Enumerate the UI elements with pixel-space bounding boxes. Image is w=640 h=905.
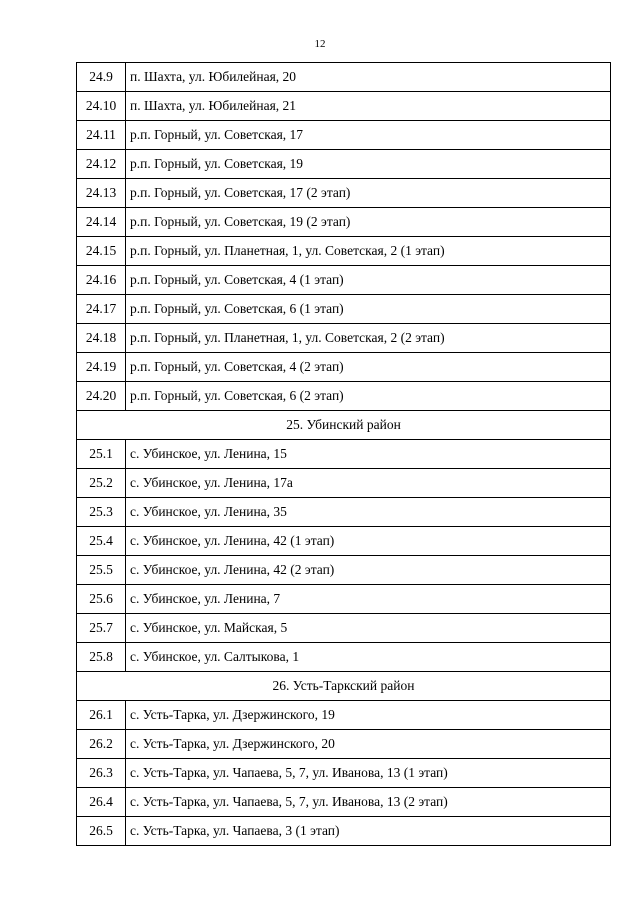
row-address: р.п. Горный, ул. Советская, 19 (2 этап) bbox=[126, 208, 611, 237]
section-title: 26. Усть-Таркский район bbox=[77, 672, 611, 701]
table-row bbox=[77, 469, 611, 498]
table-row bbox=[77, 150, 611, 179]
row-address: п. Шахта, ул. Юбилейная, 20 bbox=[126, 63, 611, 92]
row-address: р.п. Горный, ул. Советская, 6 (2 этап) bbox=[126, 382, 611, 411]
row-number: 25.3 bbox=[77, 498, 126, 527]
row-number: 26.3 bbox=[77, 759, 126, 788]
row-number: 24.18 bbox=[77, 324, 126, 353]
row-address: с. Убинское, ул. Ленина, 35 bbox=[126, 498, 611, 527]
row-address: с. Убинское, ул. Ленина, 7 bbox=[126, 585, 611, 614]
table-row bbox=[77, 63, 611, 92]
row-number: 24.9 bbox=[77, 63, 126, 92]
row-address: с. Убинское, ул. Салтыкова, 1 bbox=[126, 643, 611, 672]
table-row bbox=[77, 585, 611, 614]
table-row bbox=[77, 759, 611, 788]
row-number: 24.17 bbox=[77, 295, 126, 324]
row-address: с. Усть-Тарка, ул. Чапаева, 5, 7, ул. Иванова, 13 (1 этап) bbox=[126, 759, 611, 788]
row-address: п. Шахта, ул. Юбилейная, 21 bbox=[126, 92, 611, 121]
row-number: 25.8 bbox=[77, 643, 126, 672]
table-row bbox=[77, 179, 611, 208]
address-table bbox=[76, 62, 611, 846]
row-number: 24.14 bbox=[77, 208, 126, 237]
row-number: 26.2 bbox=[77, 730, 126, 759]
row-number: 24.20 bbox=[77, 382, 126, 411]
section-header-row bbox=[77, 672, 611, 701]
table-row bbox=[77, 643, 611, 672]
table-row bbox=[77, 556, 611, 585]
row-number: 24.15 bbox=[77, 237, 126, 266]
row-number: 25.7 bbox=[77, 614, 126, 643]
row-number: 24.13 bbox=[77, 179, 126, 208]
row-address: р.п. Горный, ул. Советская, 4 (2 этап) bbox=[126, 353, 611, 382]
row-address: р.п. Горный, ул. Советская, 6 (1 этап) bbox=[126, 295, 611, 324]
table-row bbox=[77, 382, 611, 411]
row-number: 24.19 bbox=[77, 353, 126, 382]
table-row bbox=[77, 92, 611, 121]
row-number: 26.1 bbox=[77, 701, 126, 730]
row-address: с. Убинское, ул. Ленина, 15 bbox=[126, 440, 611, 469]
row-number: 24.10 bbox=[77, 92, 126, 121]
table-row bbox=[77, 295, 611, 324]
section-title: 25. Убинский район bbox=[77, 411, 611, 440]
row-address: р.п. Горный, ул. Планетная, 1, ул. Советская, 2 (2 этап) bbox=[126, 324, 611, 353]
row-address: р.п. Горный, ул. Советская, 4 (1 этап) bbox=[126, 266, 611, 295]
row-address: р.п. Горный, ул. Советская, 17 bbox=[126, 121, 611, 150]
row-number: 25.1 bbox=[77, 440, 126, 469]
row-address: с. Убинское, ул. Ленина, 17а bbox=[126, 469, 611, 498]
page-number: 12 bbox=[314, 38, 326, 50]
table-row bbox=[77, 353, 611, 382]
row-number: 24.12 bbox=[77, 150, 126, 179]
row-address: с. Усть-Тарка, ул. Дзержинского, 19 bbox=[126, 701, 611, 730]
table-row bbox=[77, 730, 611, 759]
table-row bbox=[77, 440, 611, 469]
row-number: 25.6 bbox=[77, 585, 126, 614]
table-row bbox=[77, 237, 611, 266]
row-number: 25.2 bbox=[77, 469, 126, 498]
table-row bbox=[77, 788, 611, 817]
row-address: р.п. Горный, ул. Планетная, 1, ул. Советская, 2 (1 этап) bbox=[126, 237, 611, 266]
row-address: с. Усть-Тарка, ул. Дзержинского, 20 bbox=[126, 730, 611, 759]
row-address: с. Усть-Тарка, ул. Чапаева, 3 (1 этап) bbox=[126, 817, 611, 846]
table-row bbox=[77, 121, 611, 150]
table-row bbox=[77, 817, 611, 846]
table-row bbox=[77, 266, 611, 295]
row-address: р.п. Горный, ул. Советская, 19 bbox=[126, 150, 611, 179]
section-header-row bbox=[77, 411, 611, 440]
row-address: с. Убинское, ул. Ленина, 42 (1 этап) bbox=[126, 527, 611, 556]
row-number: 26.4 bbox=[77, 788, 126, 817]
table-row bbox=[77, 208, 611, 237]
row-number: 26.5 bbox=[77, 817, 126, 846]
row-number: 24.11 bbox=[77, 121, 126, 150]
row-address: с. Убинское, ул. Майская, 5 bbox=[126, 614, 611, 643]
address-table-body bbox=[77, 63, 611, 846]
table-row bbox=[77, 701, 611, 730]
row-address: с. Убинское, ул. Ленина, 42 (2 этап) bbox=[126, 556, 611, 585]
table-row bbox=[77, 324, 611, 353]
row-number: 25.5 bbox=[77, 556, 126, 585]
table-row bbox=[77, 527, 611, 556]
row-number: 24.16 bbox=[77, 266, 126, 295]
row-address: р.п. Горный, ул. Советская, 17 (2 этап) bbox=[126, 179, 611, 208]
table-row bbox=[77, 498, 611, 527]
row-number: 25.4 bbox=[77, 527, 126, 556]
table-row bbox=[77, 614, 611, 643]
row-address: с. Усть-Тарка, ул. Чапаева, 5, 7, ул. Иванова, 13 (2 этап) bbox=[126, 788, 611, 817]
